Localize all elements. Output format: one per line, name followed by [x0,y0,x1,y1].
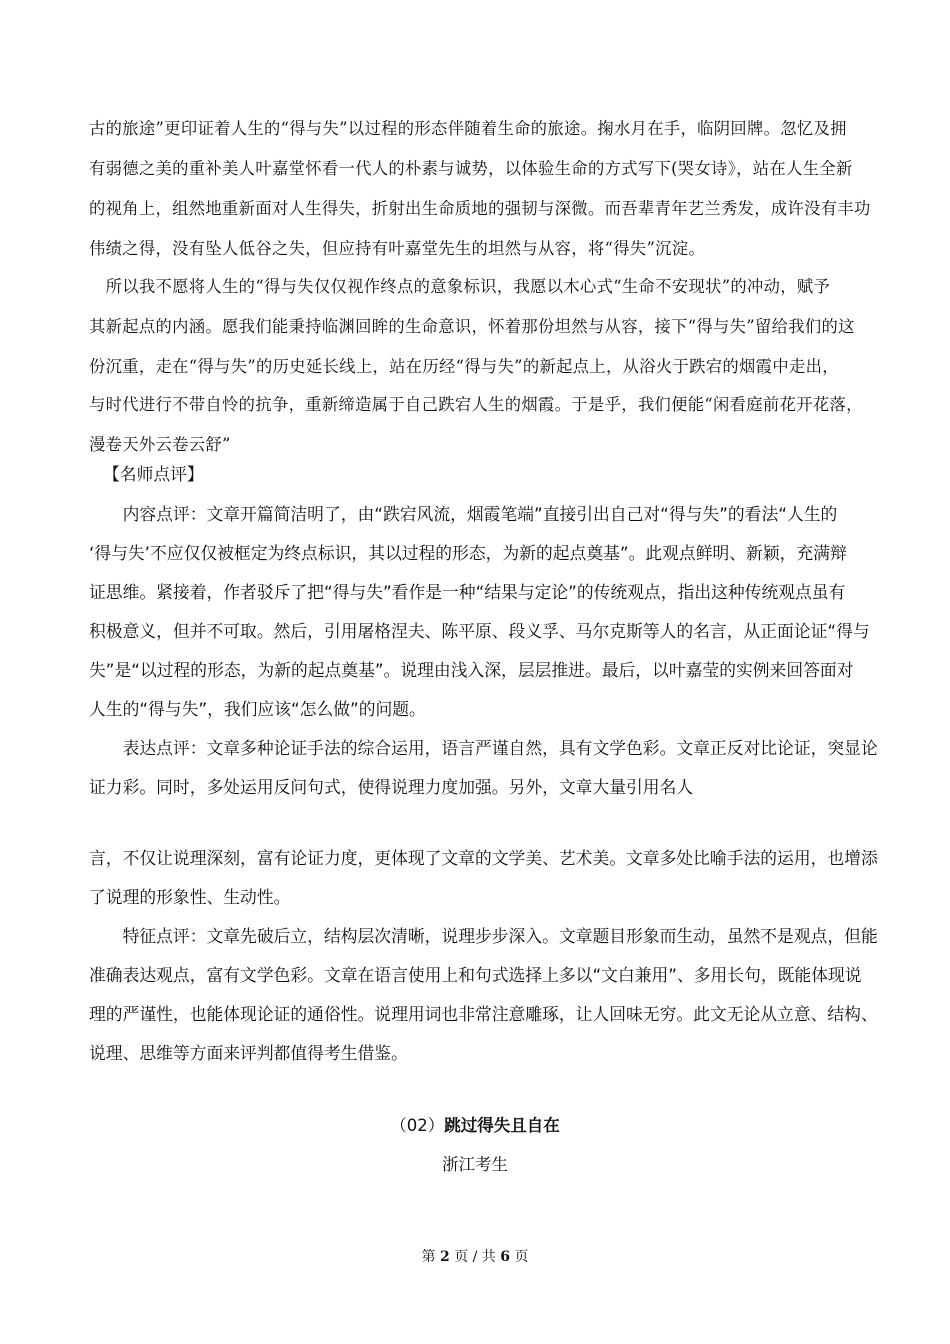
footer-mid: 页 / 共 [454,1249,496,1265]
page-footer [0,1246,950,1266]
feature-review-line-4: 说理、思维等方面来评判都值得考生借鉴。 [89,1043,408,1063]
essay-author: 浙江考生 [442,1155,508,1174]
essay-line-1: 古的旅途”更印证着人生的“得与失”以过程的形态伴随着生命的旅途。掬水月在手，临阴回牌。忽忆及拥 [89,119,847,138]
content-review-line-1: 内容点评：文章开篇简洁明了，由“跌宕风流，烟霞笔端”直接引出自己对“得与失”的看法“人生的 [89,504,838,524]
footer-suffix: 页 [514,1249,529,1265]
expression-review-line-2: 证力彩。同时，多处运用反问句式，使得说理力度加强。另外，文章大量引用名人 [89,777,694,797]
expression-review-line-4: 了说理的形象性、生动性。 [89,887,291,907]
expression-review-line-3: 言，不仅让说理深刻，富有论证力度，更体现了文章的文学美、艺术美。文章多处比喻手法的运用，也增添 [89,848,878,868]
feature-review-line-1: 特征点评：文章先破后立，结构层次清晰，说理步步深入。文章题目形象而生动，虽然不是观点，但能 [89,926,878,946]
feature-review-line-2: 准确表达观点，富有文学色彩。文章在语言使用上和句式选择上多以“文白兼用”、多用长句，既能体现说 [89,965,862,985]
footer-page-total: 6 [500,1249,511,1265]
essay-line-5: 所以我不愿将人生的“得与失仅仅视作终点的意象标识，我愿以木心式“生命不安现状”的冲动，赋予 [89,277,831,296]
footer-page-current: 2 [439,1249,450,1265]
content-review-line-5: 失”是“以过程的形态，为新的起点奠基”。说理由浅入深，层层推进。最后，以叶嘉莹的实例来回答面对 [89,660,854,680]
essay-line-2: 有弱德之美的重补美人叶嘉堂怀看一代人的朴素与诚势，以体验生命的方式写下(哭女诗》，站在人生全新 [89,159,853,178]
content-review-line-3: 证思维。紧接着，作者驳斥了把“得与失”看作是一种“结果与定论”的传统观点，指出这种传统观点虽有 [89,582,846,602]
next-essay-title [0,1112,950,1136]
essay-line-6: 其新起点的内涵。愿我们能秉持临渊回眸的生命意识，怀着那份坦然与从容，接下“得与失”留给我们的这 [89,317,855,336]
review-heading: 【名师点评】 [103,464,204,484]
essay-title-text: 跳过得失且自在 [444,1116,560,1135]
essay-line-3: 的视角上，组然地重新面对人生得失，折射出生命质地的强韧与深微。而吾辈青年艺兰秀发，成许没有丰功 [89,199,871,218]
feature-review-line-3: 理的严谨性，也能体现论证的通俗性。说理用词也非常注意雕琢，让人回味无穷。此文无论从立意、结构、 [89,1004,878,1024]
essay-line-8: 与时代进行不带自怜的抗争，重新缔造属于自己跌宕人生的烟霞。于是乎，我们便能“闲看庭前花开花落， [89,395,863,414]
essay-line-4: 伟绩之得，没有坠人低谷之失，但应持有叶嘉堂先生的坦然与从容，将“得失”沉淀。 [89,239,706,258]
footer-prefix: 第 [421,1249,436,1265]
essay-line-7: 份沉重，走在“得与失”的历史延长线上，站在历经“得与失”的新起点上，从浴火于跌宕的烟霞中走出， [89,357,839,376]
essay-line-9: 漫卷天外云卷云舒” [89,435,231,454]
content-review-line-4: 积极意义，但并不可取。然后，引用屠格涅夫、陈平原、段义孚、马尔克斯等人的名言，从正面论证“得与 [89,621,870,641]
expression-review-line-1: 表达点评：文章多种论证手法的综合运用，语言严谨自然，具有文学色彩。文章正反对比论证，突显论 [89,738,878,758]
essay-number: （02） [390,1116,445,1135]
content-review-line-6: 人生的“得与失”，我们应该“怎么做”的问题。 [89,699,426,719]
content-review-line-2: ‘得与失’不应仅仅被框定为终点标识，其以过程的形态，为新的起点奠基”。此观点鲜明、新颖，充满辩 [89,543,847,563]
